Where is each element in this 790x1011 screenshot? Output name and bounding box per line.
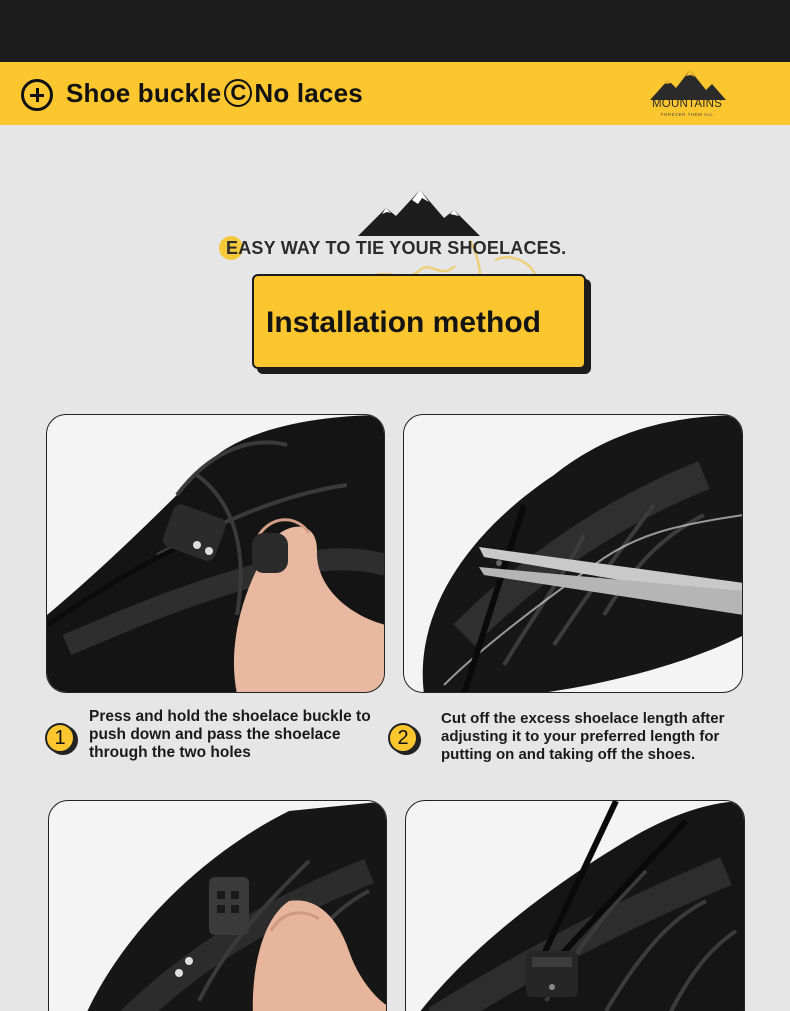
top-bar <box>0 0 790 62</box>
step-2-photo <box>403 414 743 693</box>
tagline-text: EASY WAY TO TIE YOUR SHOELACES. <box>226 238 567 258</box>
banner-title <box>66 78 363 109</box>
mountain-logo-icon <box>650 68 726 100</box>
plus-circle-icon[interactable] <box>21 79 53 111</box>
installation-heading-box <box>252 274 586 369</box>
step-3-photo <box>48 800 387 1011</box>
banner-title-right: No laces <box>254 78 363 108</box>
banner-title-left: Shoe buckle <box>66 78 222 108</box>
buckle-finished-photo <box>406 801 745 1011</box>
brand-logo <box>640 68 740 120</box>
step-1-text: Press and hold the shoelace buckle to push down and pass the shoelace through the two holes <box>89 708 371 761</box>
step-1-photo <box>46 414 385 693</box>
step-4-photo <box>405 800 745 1011</box>
buckle-insert-photo <box>49 801 387 1011</box>
shoe-buckle-press-photo <box>47 415 385 693</box>
brand-name: MOUNTAINS <box>652 98 722 110</box>
installation-heading: Installation method <box>266 306 542 339</box>
step-2-text: Cut off the excess shoelace length after adjusting it to your preferred length for putting on and taking off the shoes. <box>441 710 725 763</box>
scissors-cut-lace-photo <box>404 415 743 693</box>
step-2-badge: 2 <box>388 723 418 753</box>
copyright-icon: C <box>224 79 252 107</box>
brand-tagline: FOREVER THEM ALL <box>660 112 714 117</box>
step-1-badge: 1 <box>45 723 75 753</box>
